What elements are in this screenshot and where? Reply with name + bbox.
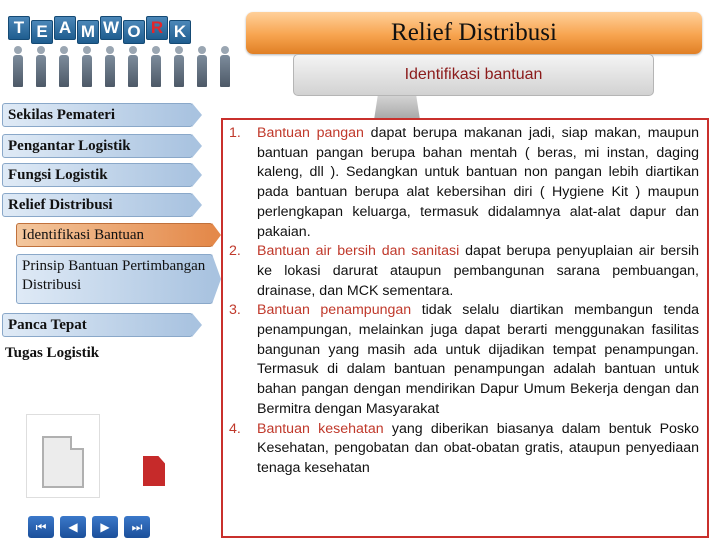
list-item bbox=[229, 301, 699, 419]
document-icon[interactable] bbox=[42, 436, 84, 488]
list-highlight: Bantuan penampungan bbox=[257, 302, 412, 319]
logo-letter: W bbox=[100, 16, 122, 40]
logo-letter: E bbox=[31, 20, 53, 44]
previous-icon: ◀ bbox=[68, 520, 78, 534]
sidebar-item-fungsi-logistik[interactable]: Fungsi Logistik bbox=[2, 163, 193, 187]
list-number: 2. bbox=[229, 243, 241, 260]
logo-letter: M bbox=[77, 20, 99, 44]
sidebar-item-prinsip-bantuan[interactable]: Prinsip Bantuan Pertimbangan Distribusi bbox=[16, 254, 213, 304]
person-figure-icon bbox=[171, 46, 186, 88]
assistance-list bbox=[229, 124, 699, 479]
person-figure-icon bbox=[56, 46, 71, 88]
person-figure-icon bbox=[194, 46, 209, 88]
last-slide-button[interactable] bbox=[124, 516, 150, 538]
page-title: Relief Distribusi bbox=[246, 12, 702, 54]
sidebar-item-pengantar-logistik[interactable]: Pengantar Logistik bbox=[2, 134, 193, 158]
content-panel bbox=[221, 118, 709, 538]
list-text: dapat berupa penyuplaian air bersih ke lokasi darurat ataupun pembangunan sarana pembuangan, drainase, dan MCK sementara. bbox=[257, 243, 699, 299]
person-figure-icon bbox=[148, 46, 163, 88]
list-text: tidak selalu diartikan membangun tenda penampungan, melainkan juga dapat berarti menggunakan fasilitas bangunan yang masih ada untuk dijadikan tempat penampungan. Termasuk di dalam bantuan penampungan adalah bantuan untuk bahan pangan dengan mendirikan Dapur Umum Bekerja dengan dan Bermitra dengan Masyarakat bbox=[257, 302, 699, 417]
logo-letter: R bbox=[146, 16, 168, 40]
person-figure-icon bbox=[79, 46, 94, 88]
teamwork-logo bbox=[8, 6, 220, 102]
list-text: yang diberikan biasanya dalam bentuk Posko Kesehatan, pengobatan dan obat-obatan gratis, ataupun penyediaan tenaga kesehatan bbox=[257, 420, 700, 476]
next-icon: ▶ bbox=[100, 520, 110, 534]
list-item bbox=[229, 124, 699, 242]
logo-letter: A bbox=[54, 16, 76, 40]
logo-letter: O bbox=[123, 20, 145, 44]
section-subtitle: Identifikasi bantuan bbox=[293, 54, 654, 96]
list-highlight: Bantuan air bersih dan sanitasi bbox=[257, 243, 460, 260]
person-figure-icon bbox=[217, 46, 232, 88]
subtitle-connector bbox=[374, 96, 420, 120]
logo-people bbox=[10, 46, 232, 88]
next-slide-button[interactable] bbox=[92, 516, 118, 538]
sidebar-item-panca-tepat[interactable]: Panca Tepat bbox=[2, 313, 193, 337]
list-number: 1. bbox=[229, 125, 241, 141]
list-item bbox=[229, 420, 699, 479]
list-number: 4. bbox=[229, 420, 241, 437]
first-icon: ⏮ bbox=[35, 519, 47, 534]
list-highlight: Bantuan pangan bbox=[257, 125, 364, 141]
person-figure-icon bbox=[33, 46, 48, 88]
person-figure-icon bbox=[125, 46, 140, 88]
sidebar-item-sekilas-pemateri[interactable]: Sekilas Pemateri bbox=[2, 103, 193, 127]
person-figure-icon bbox=[102, 46, 117, 88]
list-text: dapat berupa makanan jadi, siap makan, maupun bantuan pangan berupa bahan mentah ( beras, mi instan, daging kaleng, dll ). Sedangkan untuk bantuan non pangan lebih diartikan pada bantuan berupa alat kebersihan diri ( Hygiene Kit ) maupun perlengkapan keluarga, termasuk didalamnya alat-alat dapur dan pakaian. bbox=[257, 125, 699, 240]
slide-navigation bbox=[28, 516, 150, 538]
list-highlight: Bantuan kesehatan bbox=[257, 420, 384, 437]
sidebar-item-relief-distribusi[interactable]: Relief Distribusi bbox=[2, 193, 193, 217]
list-number: 3. bbox=[229, 302, 241, 319]
logo-letters bbox=[8, 20, 191, 44]
sidebar-item-tugas-logistik[interactable]: Tugas Logistik bbox=[5, 345, 100, 361]
logo-letter: T bbox=[8, 16, 30, 40]
last-icon: ⏭ bbox=[131, 519, 143, 534]
red-document-icon[interactable] bbox=[143, 456, 165, 486]
person-figure-icon bbox=[10, 46, 25, 88]
previous-slide-button[interactable] bbox=[60, 516, 86, 538]
list-item bbox=[229, 242, 699, 301]
sidebar-item-identifikasi-bantuan[interactable]: Identifikasi Bantuan bbox=[16, 223, 213, 247]
first-slide-button[interactable] bbox=[28, 516, 54, 538]
logo-letter: K bbox=[169, 20, 191, 44]
